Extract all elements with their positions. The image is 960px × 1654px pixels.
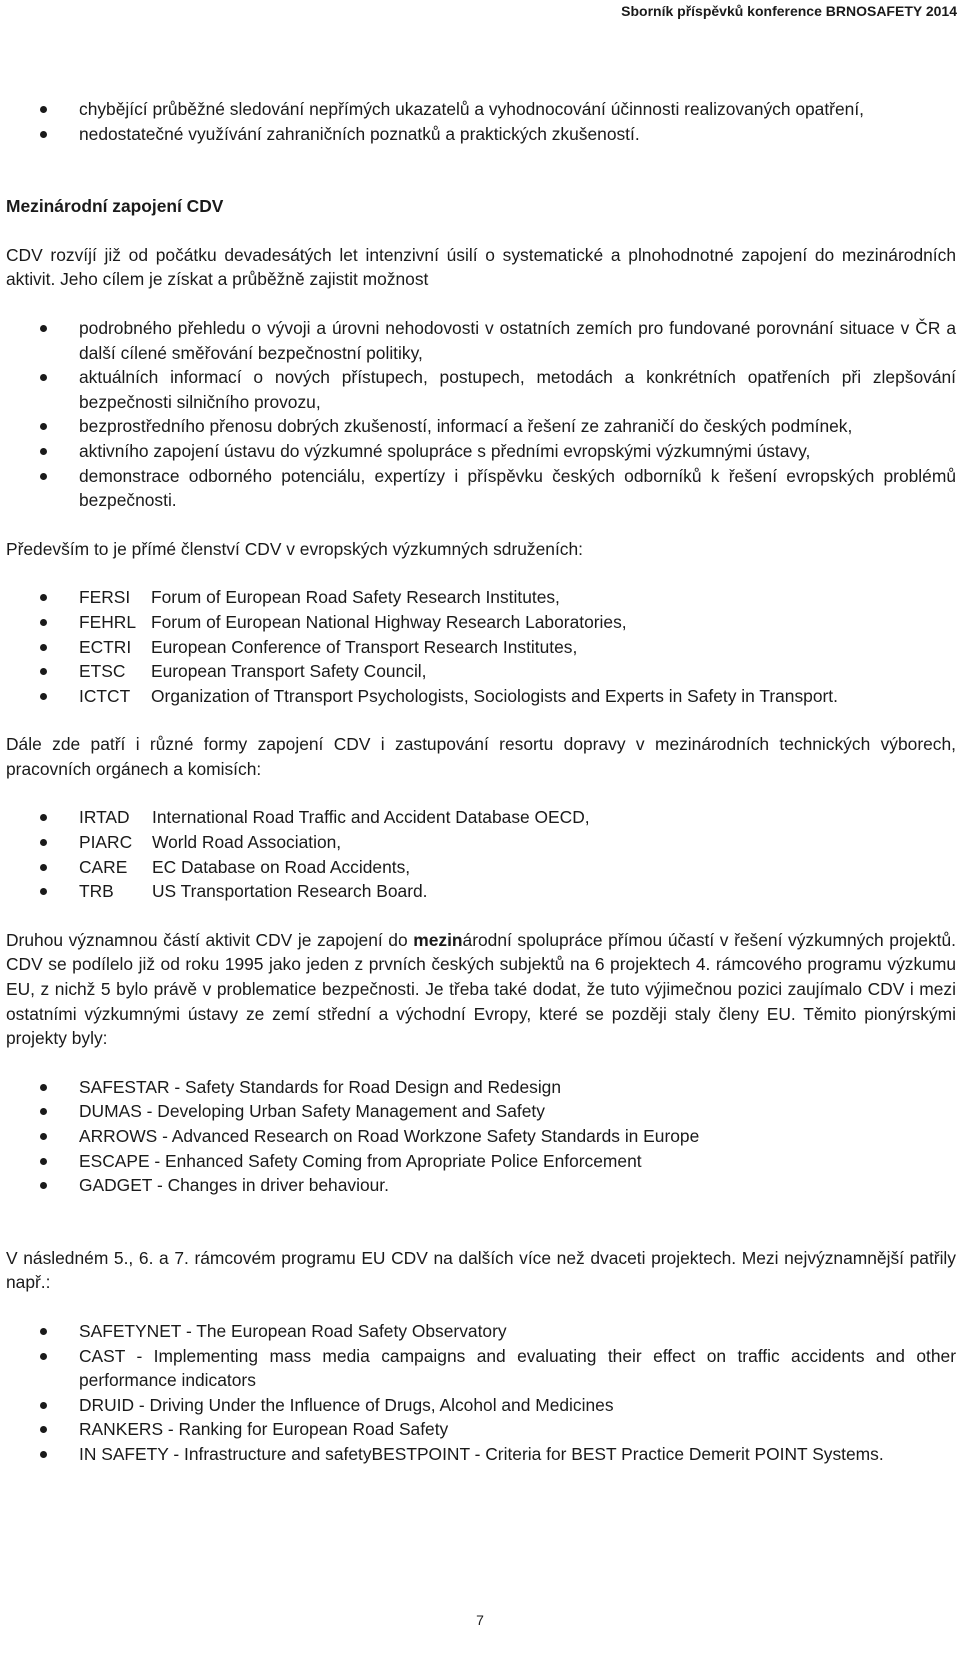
committee-name: International Road Traffic and Accident Database OECD, bbox=[152, 807, 590, 828]
committee-abbr: CARE bbox=[79, 856, 128, 877]
section-heading: Mezinárodní zapojení CDV bbox=[6, 196, 224, 217]
list-item bbox=[6, 805, 956, 830]
list-item: podrobného přehledu o vývoji a úrovni nehodovosti v ostatních zemích pro fundované porovnání situace v ČR a další cílené směřování bezpečnostní politiky, bbox=[6, 316, 956, 365]
projects-text-bold: mezin bbox=[413, 929, 463, 950]
list-item bbox=[6, 830, 956, 855]
list-item bbox=[6, 879, 956, 904]
committee-abbr: TRB bbox=[79, 881, 114, 902]
list-item bbox=[6, 684, 956, 709]
association-abbr: ICTCT bbox=[79, 685, 131, 706]
intro-paragraph: CDV rozvíjí již od počátku devadesátých let intenzivní úsilí o systematické a plnohodnotné zapojení do mezinárodních aktivit. Jeho cílem je získat a průběžně zajistit možnost bbox=[6, 244, 956, 290]
list-item: SAFESTAR - Safety Standards for Road Design and Redesign bbox=[6, 1075, 956, 1100]
shortcomings-list bbox=[6, 97, 956, 146]
page-body bbox=[6, 97, 956, 1467]
association-name: Forum of European Road Safety Research Institutes, bbox=[151, 587, 560, 608]
list-item: DRUID - Driving Under the Influence of Drugs, Alcohol and Medicines bbox=[6, 1393, 956, 1418]
later-projects-list bbox=[6, 1319, 956, 1467]
projects-text-start: Druhou významnou částí aktivit CDV je zapojení do bbox=[6, 929, 414, 950]
association-abbr: ETSC bbox=[79, 661, 126, 682]
association-abbr: ECTRI bbox=[79, 636, 132, 657]
committee-abbr: IRTAD bbox=[79, 807, 130, 828]
list-item: demonstrace odborného potenciálu, expertízy i příspěvku českých odborníků k řešení evropských problémů bezpečnosti. bbox=[6, 464, 956, 513]
list-item: aktuálních informací o nových přístupech, postupech, metodách a konkrétních opatřeních při zlepšování bezpečnosti silničního provozu, bbox=[6, 365, 956, 414]
list-item: bezprostředního přenosu dobrých zkušeností, informací a řešení ze zahraničí do českých podmínek, bbox=[6, 414, 956, 439]
list-item: ESCAPE - Enhanced Safety Coming from Apropriate Police Enforcement bbox=[6, 1149, 956, 1174]
list-item bbox=[6, 659, 956, 684]
committee-name: World Road Association, bbox=[152, 832, 342, 853]
list-item bbox=[6, 610, 956, 635]
committees-list bbox=[6, 805, 956, 903]
committees-paragraph: Dále zde patří i různé formy zapojení CDV i zastupování resortu dopravy v mezinárodních technických výborech, pracovních orgánech a komisích: bbox=[6, 734, 956, 779]
list-item: IN SAFETY - Infrastructure and safetyBESTPOINT - Criteria for BEST Practice Demerit POINT Systems. bbox=[6, 1442, 956, 1467]
association-abbr: FEHRL bbox=[79, 611, 137, 632]
pioneer-projects-list bbox=[6, 1075, 956, 1198]
committee-name: US Transportation Research Board. bbox=[152, 881, 428, 902]
list-item: chybějící průběžné sledování nepřímých ukazatelů a vyhodnocování účinnosti realizovaných opatření, bbox=[6, 97, 956, 122]
goals-list bbox=[6, 316, 956, 513]
association-name: European Conference of Transport Research Institutes, bbox=[151, 636, 578, 657]
committee-name: EC Database on Road Accidents, bbox=[152, 856, 411, 877]
associations-list bbox=[6, 585, 956, 708]
association-abbr: FERSI bbox=[79, 587, 131, 608]
list-item: DUMAS - Developing Urban Safety Management and Safety bbox=[6, 1099, 956, 1124]
association-name: European Transport Safety Council, bbox=[151, 661, 427, 682]
list-item bbox=[6, 635, 956, 660]
membership-paragraph: Především to je přímé členství CDV v evropských výzkumných sdruženích: bbox=[6, 538, 583, 559]
list-item bbox=[6, 585, 956, 610]
projects-paragraph bbox=[6, 928, 956, 1051]
list-item: SAFETYNET - The European Road Safety Observatory bbox=[6, 1319, 956, 1344]
list-item: aktivního zapojení ústavu do výzkumné spolupráce s předními evropskými výzkumnými ústavy, bbox=[6, 439, 956, 464]
running-header: Sborník příspěvků konference BRNOSAFETY 2014 bbox=[621, 3, 957, 19]
list-item: GADGET - Changes in driver behaviour. bbox=[6, 1173, 956, 1198]
association-name: Organization of Ttransport Psychologists, Sociologists and Experts in Safety in Transport. bbox=[151, 685, 838, 706]
later-projects-paragraph: V následném 5., 6. a 7. rámcovém programu EU CDV na dalších více než dvaceti projektech. Mezi nejvýznamnější patřily např.: bbox=[6, 1247, 956, 1293]
page-number: 7 bbox=[476, 1612, 484, 1628]
projects-text-end: árodní spolupráce přímou účastí v řešení výzkumných projektů. CDV se podílelo již od roku 1995 jako jeden z prvních českých subjektů na 6 projektech 4. rámcového programu výzkumu EU, z nichž 5 bylo právě v problematice bezpečnosti. Je třeba také dodat, že tuto výjimečnou pozici zaujímalo CDV i mezi ostatními výzkumnými ústavy ze zemí střední a východní Evropy, které se později staly členy EU. Těmito pionýrskými projekty byly: bbox=[6, 929, 956, 1049]
list-item bbox=[6, 855, 956, 880]
list-item: RANKERS - Ranking for European Road Safety bbox=[6, 1417, 956, 1442]
committee-abbr: PIARC bbox=[79, 832, 133, 853]
association-name: Forum of European National Highway Research Laboratories, bbox=[151, 611, 627, 632]
list-item: nedostatečné využívání zahraničních poznatků a praktických zkušeností. bbox=[6, 122, 956, 147]
list-item: CAST - Implementing mass media campaigns and evaluating their effect on traffic accidents and other performance indicators bbox=[6, 1344, 956, 1393]
list-item: ARROWS - Advanced Research on Road Workzone Safety Standards in Europe bbox=[6, 1124, 956, 1149]
